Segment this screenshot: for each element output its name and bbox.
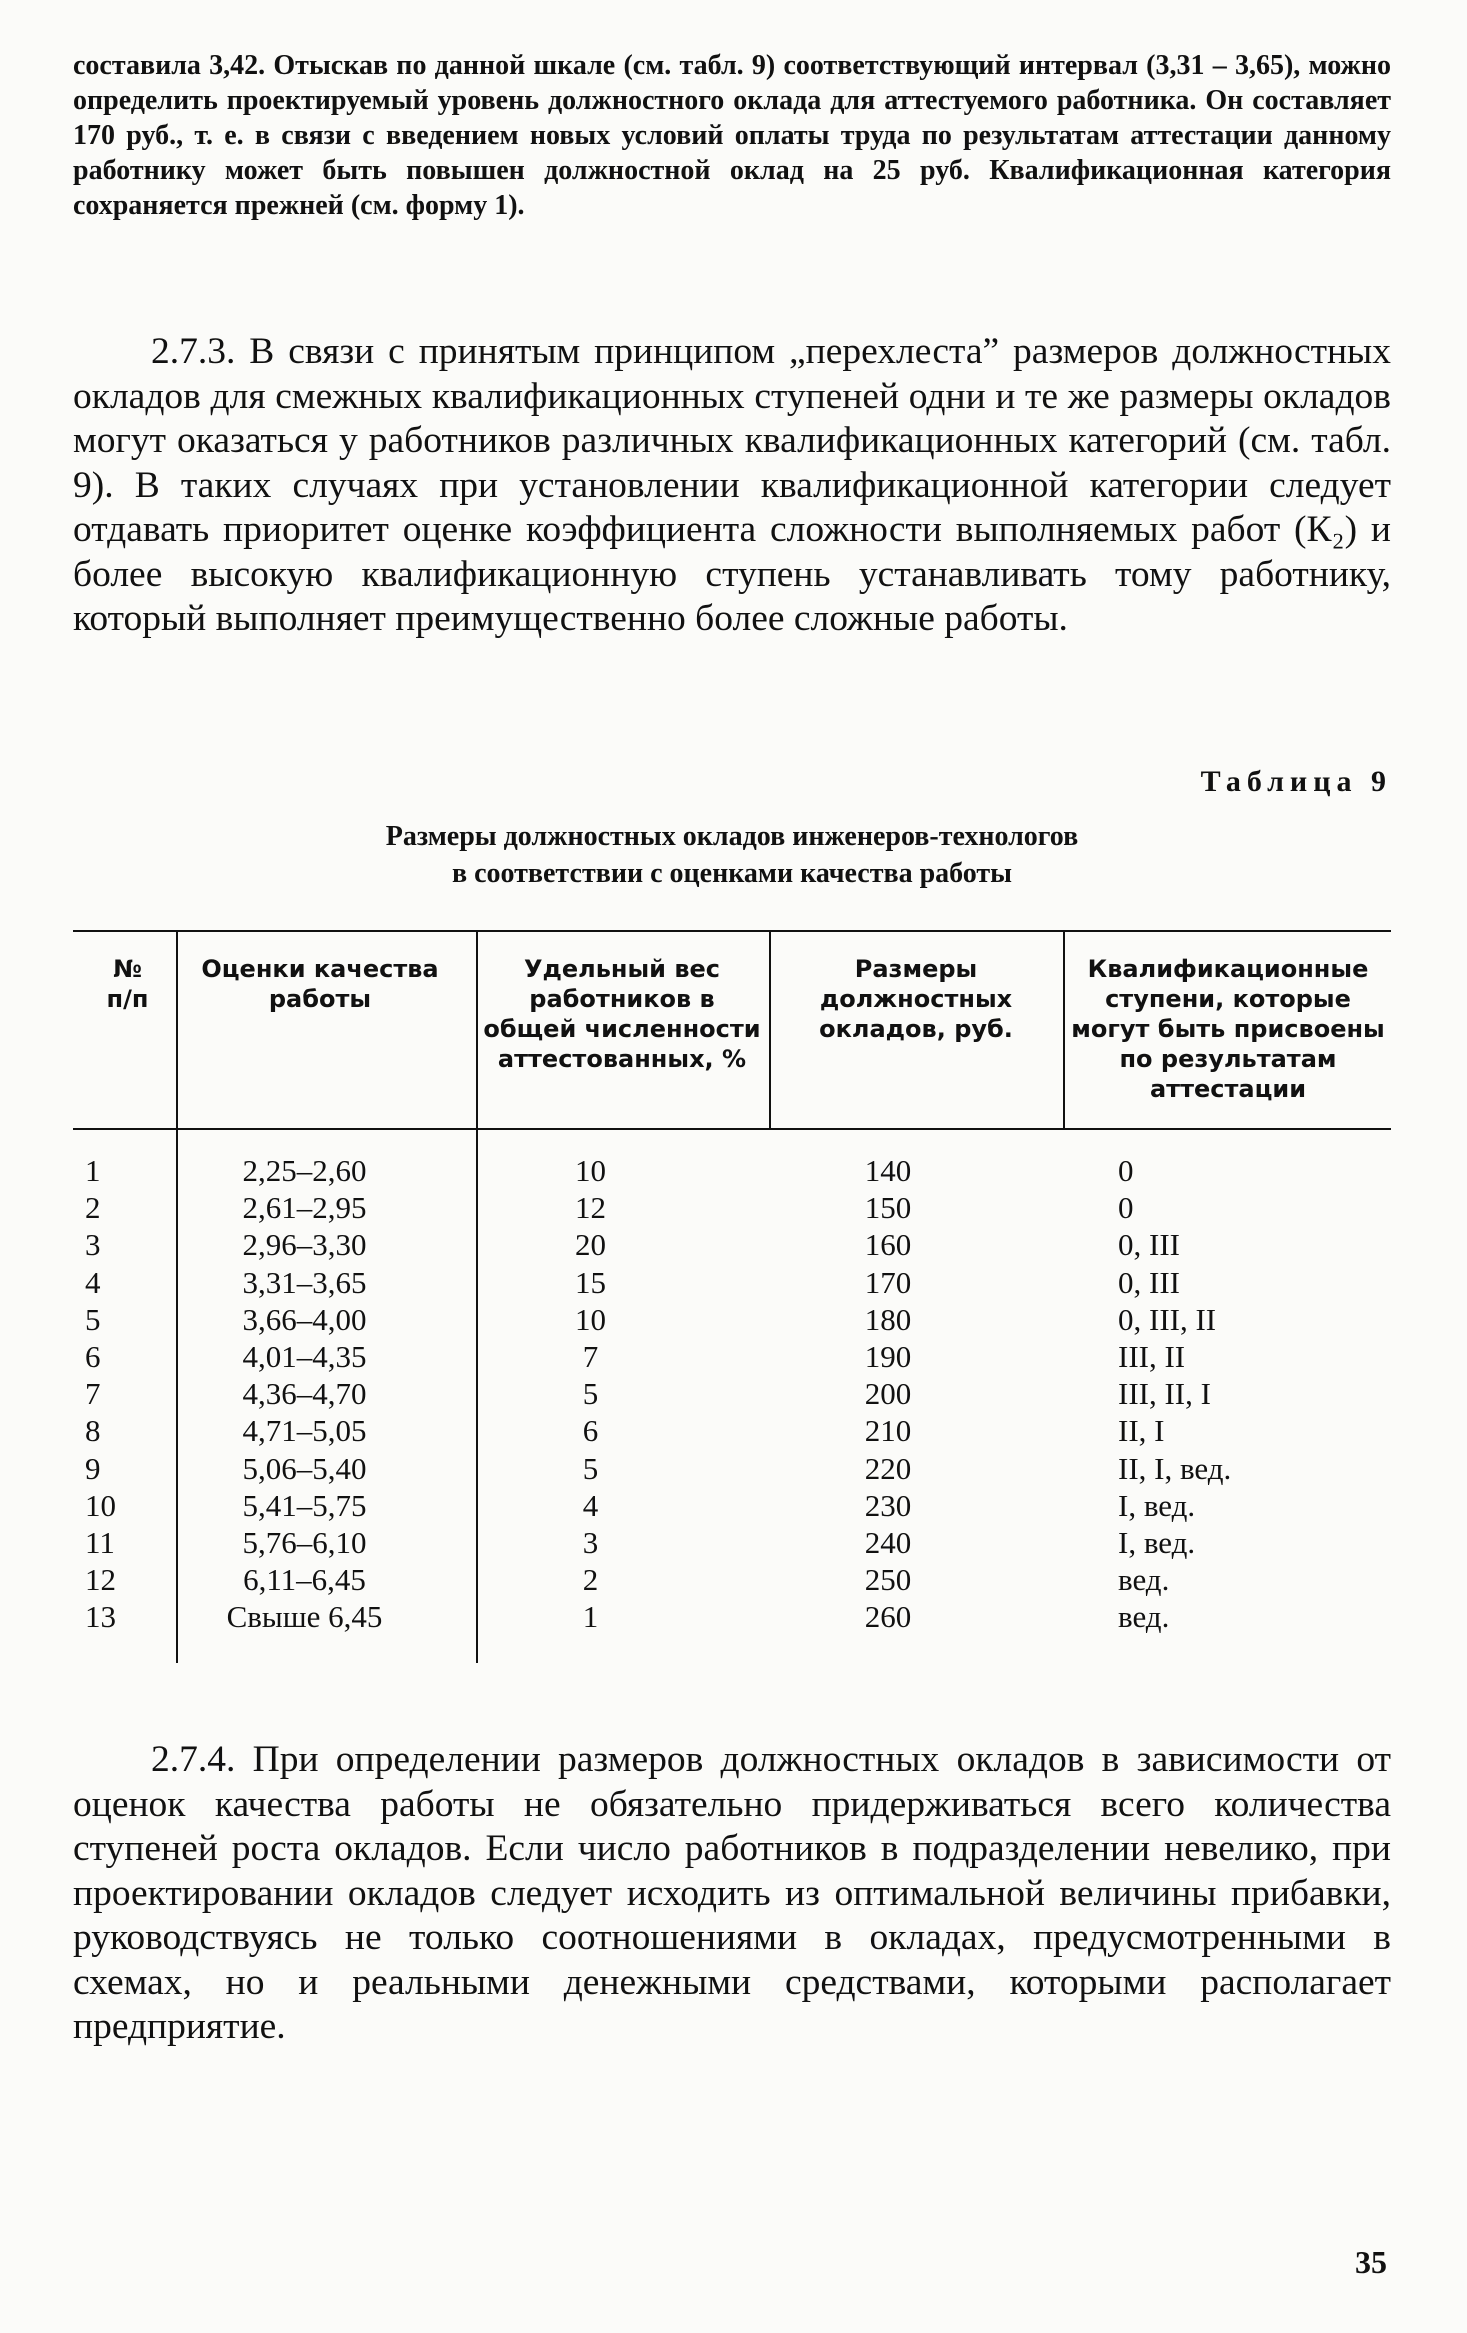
table-row [73,1226,1391,1263]
row-score: 5,06–5,40 [242,1450,367,1486]
table-row [73,1598,1391,1635]
row-share: 10 [575,1301,606,1337]
row-grades: I, вед. [1118,1524,1196,1560]
row-score: 2,25–2,60 [242,1153,367,1188]
column-divider [1063,930,1065,1130]
row-share: 15 [575,1264,606,1300]
header-num: № п/п [106,955,149,1013]
table-top-rule [73,930,1391,932]
table-label: Таблица 9 [1200,765,1392,798]
section-2-7-3-text: 2.7.3. В связи с принятым принципом „перехлеста” размеров должностных окладов для смежных квалификационных ступеней одни и те же размеры окладов могут оказаться у работников различных квалификационных категорий (см. табл. 9). В таких случаях при установлении квалификационной категории следует отдавать приоритет оценке коэффициента сложности выполняемых работ (К₂) и более высокую квалификационную ступень устанавливать тому работнику, который выполняет преимущественно более сложные работы. [73,331,1391,639]
row-score: 5,41–5,75 [242,1487,367,1523]
row-salary: 150 [864,1190,912,1226]
row-share: 7 [582,1338,599,1374]
section-2-7-4 [73,1738,1391,2050]
row-salary: 250 [864,1562,912,1598]
row-num: 5 [85,1301,101,1337]
table-row [73,1487,1391,1524]
row-share: 20 [575,1227,606,1263]
row-share: 12 [575,1190,606,1226]
table-row [73,1152,1391,1189]
row-salary: 260 [864,1599,912,1635]
table-header-rule [73,1128,1391,1130]
section-2-7-3 [73,330,1391,642]
row-grades: 0, III [1118,1264,1180,1300]
section-2-7-4-text: 2.7.4. При определении размеров должностных окладов в зависимости от оценок качества работы не обязательно придерживаться всего количества ступеней роста окладов. Если число работников в подразделении невелико, при проектировании окладов следует исходить из оптимальной величины прибавки, руководствуясь не только соотношениями в окладах, предусмотренными в схемах, но и реальными денежными средствами, которыми располагает предприятие. [73,1739,1391,2047]
row-num: 8 [85,1413,101,1449]
row-num: 4 [85,1264,101,1300]
row-grades: II, I [1118,1413,1165,1449]
row-num: 6 [85,1338,101,1374]
table-row [73,1375,1391,1412]
row-score: 3,66–4,00 [242,1301,367,1337]
row-score: 2,96–3,30 [242,1227,367,1263]
row-grades: 0 [1118,1190,1134,1226]
intro-paragraph: составила 3,42. Отыскав по данной шкале (см. табл. 9) соответствующий интервал (3,31 – 3,65), можно определить проектируемый уровень должностного оклада для аттестуемого работника. Он составляет 170 руб., т. е. в связи с введением новых условий оплаты труда по результатам аттестации данному работнику может быть повышен должностной оклад на 25 руб. Квалификационная категория сохраняется прежней (см. форму 1). [73,50,1391,221]
row-grades: III, II, I [1118,1376,1211,1412]
row-grades: I, вед. [1118,1487,1196,1523]
table-title-line-2: в соответствии с оценками качества работы [451,858,1013,889]
header-grades: Квалификационные ступени, которые могут быть присвоены по результатам аттестации [1071,955,1385,1103]
table-row [73,1450,1391,1487]
row-salary: 160 [864,1227,912,1263]
row-salary: 230 [864,1487,912,1523]
row-grades: вед. [1118,1599,1170,1635]
row-share: 5 [582,1376,599,1412]
row-num: 9 [85,1450,101,1486]
header-score: Оценки качества работы [201,955,439,1013]
table-row [73,1264,1391,1301]
table-row [73,1301,1391,1338]
row-grades: вед. [1118,1562,1170,1598]
row-share: 10 [575,1153,606,1188]
page-number: 35 [1355,2244,1387,2280]
table-row [73,1189,1391,1226]
table-body [73,1152,1391,1635]
row-salary: 170 [864,1264,912,1300]
row-score: 5,76–6,10 [242,1524,367,1560]
row-salary: 210 [864,1413,912,1449]
header-share: Удельный вес работников в общей численности аттестованных, % [483,955,761,1073]
row-share: 2 [582,1562,599,1598]
row-num: 3 [85,1227,101,1263]
row-score: 4,01–4,35 [242,1338,367,1374]
row-num: 13 [85,1599,116,1635]
row-num: 10 [85,1487,116,1523]
table-row [73,1412,1391,1449]
table-row [73,1524,1391,1561]
row-salary: 190 [864,1338,912,1374]
header-salary: Размеры должностных окладов, руб. [819,955,1013,1043]
table-row [73,1338,1391,1375]
table-title [73,818,1391,892]
row-salary: 180 [864,1301,912,1337]
row-salary: 200 [864,1376,912,1412]
row-score: 2,61–2,95 [242,1190,367,1226]
row-num: 7 [85,1376,101,1412]
row-grades: 0 [1118,1153,1134,1188]
row-share: 6 [582,1413,599,1449]
row-grades: 0, III [1118,1227,1180,1263]
row-score: 3,31–3,65 [242,1264,367,1300]
row-grades: 0, III, II [1118,1301,1217,1337]
row-num: 12 [85,1562,116,1598]
row-salary: 140 [864,1153,912,1188]
row-score: 6,11–6,45 [243,1562,366,1598]
row-grades: III, II [1118,1338,1186,1374]
table-row [73,1561,1391,1598]
row-share: 3 [582,1524,599,1560]
row-salary: 240 [864,1524,912,1560]
row-score: Свыше 6,45 [226,1599,383,1635]
row-salary: 220 [864,1450,912,1486]
row-share: 5 [582,1450,599,1486]
row-num: 2 [85,1190,101,1226]
row-score: 4,36–4,70 [242,1376,367,1412]
row-score: 4,71–5,05 [242,1413,367,1449]
row-share: 1 [582,1599,599,1635]
row-share: 4 [582,1487,599,1523]
table-title-line-1: Размеры должностных окладов инженеров-технологов [385,821,1079,852]
row-num: 1 [85,1153,101,1188]
column-divider [769,930,771,1130]
row-num: 11 [85,1524,115,1560]
row-grades: II, I, вед. [1118,1450,1232,1486]
